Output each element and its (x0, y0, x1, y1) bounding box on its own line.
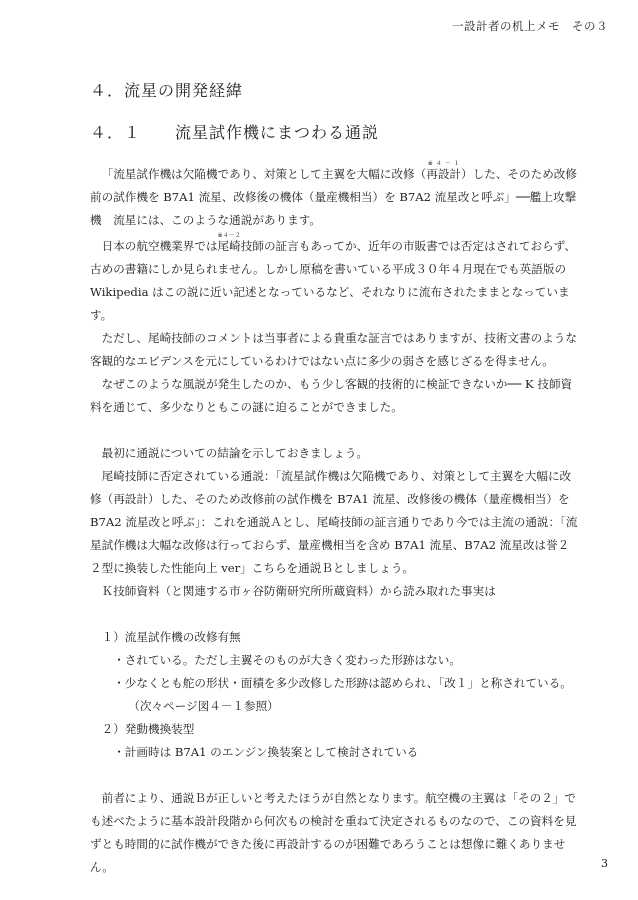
page-number: 3 (601, 857, 608, 870)
paragraph-1: 「流星試作機は欠陥機であり、対策として主翼を大幅に改修（再設計※４－１）した、そのため改修前の試作機を B7A1 流星、改修後の機体（量産機相当）を B7A2 流星改と呼ぶ」──艦上攻撃機 流星には、このような通説があります。 (90, 160, 577, 227)
body-text (90, 160, 578, 879)
list-item-2-heading: ２）発動機換装型 (101, 722, 195, 736)
list-item-1-bullet-1: ・されている。ただし主翼そのものが大きく変わった形跡はない。 (113, 653, 461, 667)
list-item-1-heading: １）流星試作機の改修有無 (101, 630, 241, 644)
paragraph-8: 前者により、通説Ｂが正しいと考えたほうが自然となります。航空機の主翼は「その２」でも述べたように基本設計段階から何次もの検討を重ねて決定されるものなので、この資料を見ずとも時間的に試作機ができた後に再設計するのが困難であろうことは想像に難くありません。 (90, 791, 577, 874)
paragraph-7: Ｋ技師資料（と関連する市ヶ谷防衛研究所所蔵資料）から読み取れた事実は (101, 584, 496, 598)
paragraph-5: 最初に通説についての結論を示しておきましょう。 (101, 446, 369, 460)
paragraph-3: ただし、尾崎技師のコメントは当事者による貴重な証言ではありますが、技術文書のような客観的なエビデンスを元にしているわけではない点に多少の弱さを感じざるを得ません。 (90, 331, 577, 368)
section-heading: ４．流星の開発経緯 (90, 81, 244, 100)
ruby-annotation: 再設計※４－１ (426, 160, 462, 181)
list-item-1-bullet-2: ・少なくとも舵の形状・面積を多少改修した形跡は認められ、「改１」と称されている。 (113, 676, 572, 690)
ruby-annotation: 尾崎※４－２ (217, 232, 241, 253)
list-item-2-bullet-1: ・計画時は B7A1 のエンジン換装案として検討されている (113, 745, 419, 759)
paragraph-2: 日本の航空機業界では尾崎※４－２技師の証言もあってか、近年の市販書では否定はされておらず、古めの書籍にしか見られません。しかし原稿を書いている平成３０年４月現在でも英語版の Wikipedia はこの説に近い記述となっているなど、それなりに流布されたままとなっています。 (90, 232, 576, 322)
figure-reference-note: （次々ページ図４－１参照） (128, 699, 279, 713)
paragraph-4: なぜこのような風説が発生したのか、もう少し客観的技術的に検証できないか── K 技師資料を通じて、多少なりともこの謎に迫ることができました。 (90, 377, 573, 414)
paragraph-6: 尾崎技師に否定されている通説：「流星試作機は欠陥機であり、対策として主翼を大幅に改修（再設計）した、そのため改修前の試作機を B7A1 流星、改修後の機体（量産機相当）を B7A2 流星改と呼ぶ」：これを通説Ａとし、尾崎技師の証言通りであり今では主流の通説：「流星試作機は大幅な改修は行っておらず、量産機相当を含め B7A1 流星、B7A2 流星改は誉２２型に換装した性能向上 ver」こちらを通説Ｂとしましょう。 (90, 469, 578, 575)
running-header: 一設計者の机上メモ その３ (452, 19, 608, 33)
subsection-heading: ４．１ 流星試作機にまつわる通説 (90, 123, 380, 142)
